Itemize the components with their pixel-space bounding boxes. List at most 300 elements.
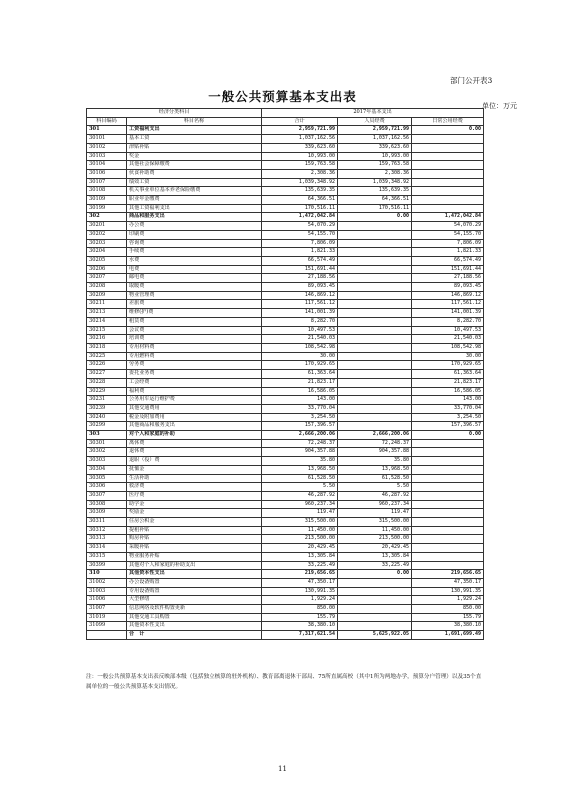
row-code: 30209 xyxy=(87,291,127,300)
row-code: 30101 xyxy=(87,135,127,144)
row-total: 130,991.35 xyxy=(262,587,338,596)
row-public: 16,586.05 xyxy=(412,387,484,396)
row-total: 72,248.37 xyxy=(262,439,338,448)
table-row xyxy=(87,352,484,361)
row-total: 143.00 xyxy=(262,396,338,405)
row-public: 108,542.98 xyxy=(412,343,484,352)
row-personnel xyxy=(338,326,412,335)
table-row xyxy=(87,178,484,187)
row-name: 专用设备购置 xyxy=(127,587,262,596)
row-name: 委托业务费 xyxy=(127,370,262,379)
row-personnel: 0.00 xyxy=(338,570,412,579)
row-personnel: 119.47 xyxy=(338,509,412,518)
table-row xyxy=(87,587,484,596)
page-title: 一般公共预算基本支出表 xyxy=(208,89,357,104)
row-personnel xyxy=(338,622,412,631)
row-code: 30199 xyxy=(87,204,127,213)
row-code: 30314 xyxy=(87,544,127,553)
row-total: 66,574.49 xyxy=(262,256,338,265)
header-total: 合计 xyxy=(262,117,338,126)
row-personnel xyxy=(338,343,412,352)
row-total: 904,357.88 xyxy=(262,448,338,457)
row-personnel: 33,225.49 xyxy=(338,561,412,570)
row-public: 1,691,699.49 xyxy=(412,631,484,640)
row-code: 30231 xyxy=(87,396,127,405)
row-public: 27,188.56 xyxy=(412,274,484,283)
row-total: 54,155.70 xyxy=(262,230,338,239)
row-total: 21,540.03 xyxy=(262,335,338,344)
row-personnel xyxy=(338,265,412,274)
table-row xyxy=(87,448,484,457)
row-public xyxy=(412,152,484,161)
row-total: 89,093.45 xyxy=(262,283,338,292)
row-personnel: 339,623.60 xyxy=(338,143,412,152)
row-code: 30216 xyxy=(87,335,127,344)
row-code: 30109 xyxy=(87,196,127,205)
row-code: 30309 xyxy=(87,509,127,518)
row-code: 301 xyxy=(87,126,127,135)
table-row xyxy=(87,204,484,213)
row-public: 61,363.64 xyxy=(412,370,484,379)
row-public: 30.00 xyxy=(412,352,484,361)
row-public xyxy=(412,465,484,474)
row-code: 30213 xyxy=(87,309,127,318)
row-personnel xyxy=(338,596,412,605)
row-public xyxy=(412,204,484,213)
header-code: 科目编码 xyxy=(87,117,127,126)
row-code: 30307 xyxy=(87,491,127,500)
row-code: 30201 xyxy=(87,222,127,231)
table-row xyxy=(87,126,484,135)
table-row xyxy=(87,413,484,422)
table-row xyxy=(87,135,484,144)
row-code: 30202 xyxy=(87,230,127,239)
row-code: 30303 xyxy=(87,457,127,466)
table-row xyxy=(87,396,484,405)
table-row xyxy=(87,256,484,265)
row-public: 66,574.49 xyxy=(412,256,484,265)
row-total: 7,317,621.54 xyxy=(262,631,338,640)
row-personnel xyxy=(338,587,412,596)
row-code: 31019 xyxy=(87,613,127,622)
row-personnel xyxy=(338,370,412,379)
row-personnel: 170,516.11 xyxy=(338,204,412,213)
row-name: 办公设备购置 xyxy=(127,578,262,587)
row-name: 机关事业单位基本养老保险缴费 xyxy=(127,187,262,196)
row-code: 30399 xyxy=(87,561,127,570)
table-row xyxy=(87,491,484,500)
row-public xyxy=(412,509,484,518)
row-name: 劳务费 xyxy=(127,361,262,370)
row-personnel xyxy=(338,352,412,361)
table-row xyxy=(87,518,484,527)
row-name: 救济费 xyxy=(127,483,262,492)
row-personnel xyxy=(338,291,412,300)
row-personnel xyxy=(338,578,412,587)
row-personnel: 960,237.34 xyxy=(338,500,412,509)
row-name: 基本工资 xyxy=(127,135,262,144)
row-public xyxy=(412,448,484,457)
table-row xyxy=(87,230,484,239)
row-name: 生活补助 xyxy=(127,474,262,483)
row-public: 157,396.57 xyxy=(412,422,484,431)
row-name: 其他商品和服务支出 xyxy=(127,422,262,431)
table-row xyxy=(87,483,484,492)
row-name: 差旅费 xyxy=(127,300,262,309)
row-name: 伙食补助费 xyxy=(127,169,262,178)
table-row xyxy=(87,561,484,570)
row-code: 30312 xyxy=(87,526,127,535)
row-public: 21,823.17 xyxy=(412,378,484,387)
table-row xyxy=(87,361,484,370)
header-personnel: 人员经费 xyxy=(338,117,412,126)
row-public xyxy=(412,439,484,448)
row-public xyxy=(412,483,484,492)
header-name: 科目名称 xyxy=(127,117,262,126)
row-code: 30206 xyxy=(87,265,127,274)
row-total: 47,350.17 xyxy=(262,578,338,587)
table-row xyxy=(87,187,484,196)
row-name: 租赁费 xyxy=(127,317,262,326)
row-personnel: 13,968.50 xyxy=(338,465,412,474)
row-total: 35.80 xyxy=(262,457,338,466)
table-row xyxy=(87,422,484,431)
row-public xyxy=(412,474,484,483)
table-row xyxy=(87,143,484,152)
row-total: 1,821.33 xyxy=(262,248,338,257)
row-public: 54,070.29 xyxy=(412,222,484,231)
row-code: 30204 xyxy=(87,248,127,257)
row-code: 30106 xyxy=(87,169,127,178)
row-public: 54,155.70 xyxy=(412,230,484,239)
row-public: 3,254.50 xyxy=(412,413,484,422)
row-total: 850.00 xyxy=(262,605,338,614)
row-code: 30107 xyxy=(87,178,127,187)
row-public: 33,770.04 xyxy=(412,404,484,413)
table-row xyxy=(87,274,484,283)
row-public: 1,821.33 xyxy=(412,248,484,257)
budget-table xyxy=(86,108,484,640)
row-total: 13,305.84 xyxy=(262,552,338,561)
row-name: 电费 xyxy=(127,265,262,274)
row-name: 专用燃料费 xyxy=(127,352,262,361)
row-name: 培训费 xyxy=(127,335,262,344)
row-name: 其他对个人和家庭的补助支出 xyxy=(127,561,262,570)
doc-number: 部门公开表3 xyxy=(450,76,493,85)
row-total: 21,823.17 xyxy=(262,378,338,387)
table-row xyxy=(87,370,484,379)
row-code: 30214 xyxy=(87,317,127,326)
row-code: 30103 xyxy=(87,152,127,161)
budget-table-body xyxy=(87,126,484,639)
row-name: 税金及附加费用 xyxy=(127,413,262,422)
table-row xyxy=(87,196,484,205)
table-row xyxy=(87,622,484,631)
row-personnel xyxy=(338,413,412,422)
table-row xyxy=(87,605,484,614)
row-public: 38,380.10 xyxy=(412,622,484,631)
row-name: 工会经费 xyxy=(127,378,262,387)
row-name: 抚恤金 xyxy=(127,465,262,474)
row-personnel: 2,666,200.06 xyxy=(338,431,412,440)
row-code: 30299 xyxy=(87,422,127,431)
table-row xyxy=(87,613,484,622)
table-row xyxy=(87,248,484,257)
table-row xyxy=(87,431,484,440)
table-row xyxy=(87,300,484,309)
row-name: 其他交通工具购置 xyxy=(127,613,262,622)
row-total: 30.00 xyxy=(262,352,338,361)
row-name: 医疗费 xyxy=(127,491,262,500)
table-row xyxy=(87,317,484,326)
row-total: 117,561.12 xyxy=(262,300,338,309)
table-row xyxy=(87,161,484,170)
table-row xyxy=(87,596,484,605)
row-personnel xyxy=(338,239,412,248)
row-public: 143.00 xyxy=(412,396,484,405)
table-row xyxy=(87,291,484,300)
row-name: 取暖费 xyxy=(127,283,262,292)
row-total: 155.79 xyxy=(262,613,338,622)
row-total: 10,993.00 xyxy=(262,152,338,161)
row-code: 30240 xyxy=(87,413,127,422)
row-name: 离休费 xyxy=(127,439,262,448)
row-public xyxy=(412,196,484,205)
table-row xyxy=(87,283,484,292)
row-public xyxy=(412,552,484,561)
row-code: 30228 xyxy=(87,378,127,387)
row-public: 0.00 xyxy=(412,431,484,440)
table-row xyxy=(87,213,484,222)
table-row xyxy=(87,544,484,553)
row-public: 7,806.09 xyxy=(412,239,484,248)
row-total: 61,528.50 xyxy=(262,474,338,483)
row-personnel xyxy=(338,613,412,622)
table-row xyxy=(87,169,484,178)
row-personnel: 315,500.00 xyxy=(338,518,412,527)
header-econ-class: 经济分类科目 xyxy=(87,109,262,118)
row-personnel xyxy=(338,230,412,239)
row-public: 117,561.12 xyxy=(412,300,484,309)
row-name: 信息网络及软件购置更新 xyxy=(127,605,262,614)
row-total: 1,037,162.56 xyxy=(262,135,338,144)
row-name: 其他资本性支出 xyxy=(127,622,262,631)
row-name: 手续费 xyxy=(127,248,262,257)
row-total: 20,429.45 xyxy=(262,544,338,553)
row-public: 8,282.70 xyxy=(412,317,484,326)
row-name: 会议费 xyxy=(127,326,262,335)
row-name: 水费 xyxy=(127,256,262,265)
row-total: 5.50 xyxy=(262,483,338,492)
table-row xyxy=(87,457,484,466)
row-public xyxy=(412,561,484,570)
page-number: 11 xyxy=(278,765,287,773)
row-public: 146,869.12 xyxy=(412,291,484,300)
row-total: 219,656.65 xyxy=(262,570,338,579)
row-code: 30229 xyxy=(87,387,127,396)
row-public xyxy=(412,518,484,527)
row-personnel: 35.80 xyxy=(338,457,412,466)
row-code: 30315 xyxy=(87,552,127,561)
row-personnel: 213,500.00 xyxy=(338,535,412,544)
row-code: 30205 xyxy=(87,256,127,265)
row-total: 141,001.39 xyxy=(262,309,338,318)
row-personnel xyxy=(338,605,412,614)
row-public: 170,929.65 xyxy=(412,361,484,370)
row-code: 30218 xyxy=(87,343,127,352)
row-total: 159,763.58 xyxy=(262,161,338,170)
table-row xyxy=(87,439,484,448)
row-personnel xyxy=(338,256,412,265)
row-personnel xyxy=(338,335,412,344)
row-total: 1,039,348.92 xyxy=(262,178,338,187)
row-name: 维修(护)费 xyxy=(127,309,262,318)
row-code: 30108 xyxy=(87,187,127,196)
row-personnel xyxy=(338,309,412,318)
table-row xyxy=(87,152,484,161)
row-public xyxy=(412,544,484,553)
row-code: 30305 xyxy=(87,474,127,483)
row-code: 31007 xyxy=(87,605,127,614)
row-public: 141,001.39 xyxy=(412,309,484,318)
row-name: 其他工资福利支出 xyxy=(127,204,262,213)
row-total: 11,450.00 xyxy=(262,526,338,535)
row-total: 108,542.98 xyxy=(262,343,338,352)
row-total: 2,666,200.06 xyxy=(262,431,338,440)
row-name: 职业年金缴费 xyxy=(127,196,262,205)
row-code: 30211 xyxy=(87,300,127,309)
table-row xyxy=(87,222,484,231)
row-code: 31099 xyxy=(87,622,127,631)
row-code: 30313 xyxy=(87,535,127,544)
row-personnel: 0.00 xyxy=(338,213,412,222)
row-name: 其他交通费用 xyxy=(127,404,262,413)
table-row xyxy=(87,526,484,535)
row-personnel: 159,763.58 xyxy=(338,161,412,170)
row-personnel xyxy=(338,404,412,413)
row-public: 155.79 xyxy=(412,613,484,622)
row-personnel xyxy=(338,378,412,387)
row-code: 30308 xyxy=(87,500,127,509)
row-public: 219,656.65 xyxy=(412,570,484,579)
row-public: 47,350.17 xyxy=(412,578,484,587)
row-total: 157,396.57 xyxy=(262,422,338,431)
row-name: 福利费 xyxy=(127,387,262,396)
row-name: 提租补贴 xyxy=(127,526,262,535)
row-name: 其他社会保障缴费 xyxy=(127,161,262,170)
row-total: 170,516.11 xyxy=(262,204,338,213)
row-personnel xyxy=(338,422,412,431)
table-row xyxy=(87,404,484,413)
row-code: 30239 xyxy=(87,404,127,413)
row-total: 315,500.00 xyxy=(262,518,338,527)
row-total: 27,188.56 xyxy=(262,274,338,283)
row-name: 邮电费 xyxy=(127,274,262,283)
row-code: 30225 xyxy=(87,352,127,361)
row-code: 303 xyxy=(87,431,127,440)
row-total: 213,500.00 xyxy=(262,535,338,544)
row-personnel: 72,248.37 xyxy=(338,439,412,448)
row-public: 89,093.45 xyxy=(412,283,484,292)
row-code: 30306 xyxy=(87,483,127,492)
row-code xyxy=(87,631,127,640)
row-personnel: 61,528.50 xyxy=(338,474,412,483)
row-personnel: 5.50 xyxy=(338,483,412,492)
row-name: 物业服务补贴 xyxy=(127,552,262,561)
table-row xyxy=(87,309,484,318)
row-total: 33,770.04 xyxy=(262,404,338,413)
row-code: 30208 xyxy=(87,283,127,292)
row-total: 61,363.64 xyxy=(262,370,338,379)
row-total: 33,225.49 xyxy=(262,561,338,570)
row-code: 30227 xyxy=(87,370,127,379)
row-total: 46,287.92 xyxy=(262,491,338,500)
row-name: 办公费 xyxy=(127,222,262,231)
row-public xyxy=(412,143,484,152)
row-personnel: 46,287.92 xyxy=(338,491,412,500)
row-personnel: 904,357.88 xyxy=(338,448,412,457)
row-total: 146,869.12 xyxy=(262,291,338,300)
row-public xyxy=(412,161,484,170)
row-personnel: 135,639.35 xyxy=(338,187,412,196)
row-public xyxy=(412,491,484,500)
row-public: 10,497.53 xyxy=(412,326,484,335)
table-row xyxy=(87,552,484,561)
table-row xyxy=(87,387,484,396)
row-total: 2,308.36 xyxy=(262,169,338,178)
table-row xyxy=(87,474,484,483)
row-name: 住房公积金 xyxy=(127,518,262,527)
row-personnel xyxy=(338,283,412,292)
header-year-group: 2017年基本支出 xyxy=(262,109,484,118)
row-name: 合 计 xyxy=(127,631,262,640)
row-name: 奖金 xyxy=(127,152,262,161)
row-code: 30311 xyxy=(87,518,127,527)
row-total: 38,380.10 xyxy=(262,622,338,631)
row-name: 印刷费 xyxy=(127,230,262,239)
row-name: 专用材料费 xyxy=(127,343,262,352)
row-code: 30302 xyxy=(87,448,127,457)
row-personnel: 1,039,348.92 xyxy=(338,178,412,187)
row-total: 1,472,042.84 xyxy=(262,213,338,222)
row-code: 31003 xyxy=(87,587,127,596)
row-personnel: 20,429.45 xyxy=(338,544,412,553)
table-row xyxy=(87,265,484,274)
table-row xyxy=(87,631,484,640)
row-public xyxy=(412,500,484,509)
row-public xyxy=(412,178,484,187)
row-personnel: 1,037,162.56 xyxy=(338,135,412,144)
table-row xyxy=(87,335,484,344)
row-personnel: 10,993.00 xyxy=(338,152,412,161)
row-name: 公务用车运行维护费 xyxy=(127,396,262,405)
row-code: 30104 xyxy=(87,161,127,170)
table-row xyxy=(87,343,484,352)
row-personnel xyxy=(338,387,412,396)
row-name: 绩效工资 xyxy=(127,178,262,187)
row-total: 170,929.65 xyxy=(262,361,338,370)
table-row xyxy=(87,378,484,387)
row-code: 31006 xyxy=(87,596,127,605)
row-total: 54,070.29 xyxy=(262,222,338,231)
row-name: 大型修缮 xyxy=(127,596,262,605)
row-personnel: 11,450.00 xyxy=(338,526,412,535)
row-personnel xyxy=(338,248,412,257)
row-public: 130,991.35 xyxy=(412,587,484,596)
row-total: 64,366.51 xyxy=(262,196,338,205)
row-name: 咨询费 xyxy=(127,239,262,248)
row-public: 21,540.03 xyxy=(412,335,484,344)
